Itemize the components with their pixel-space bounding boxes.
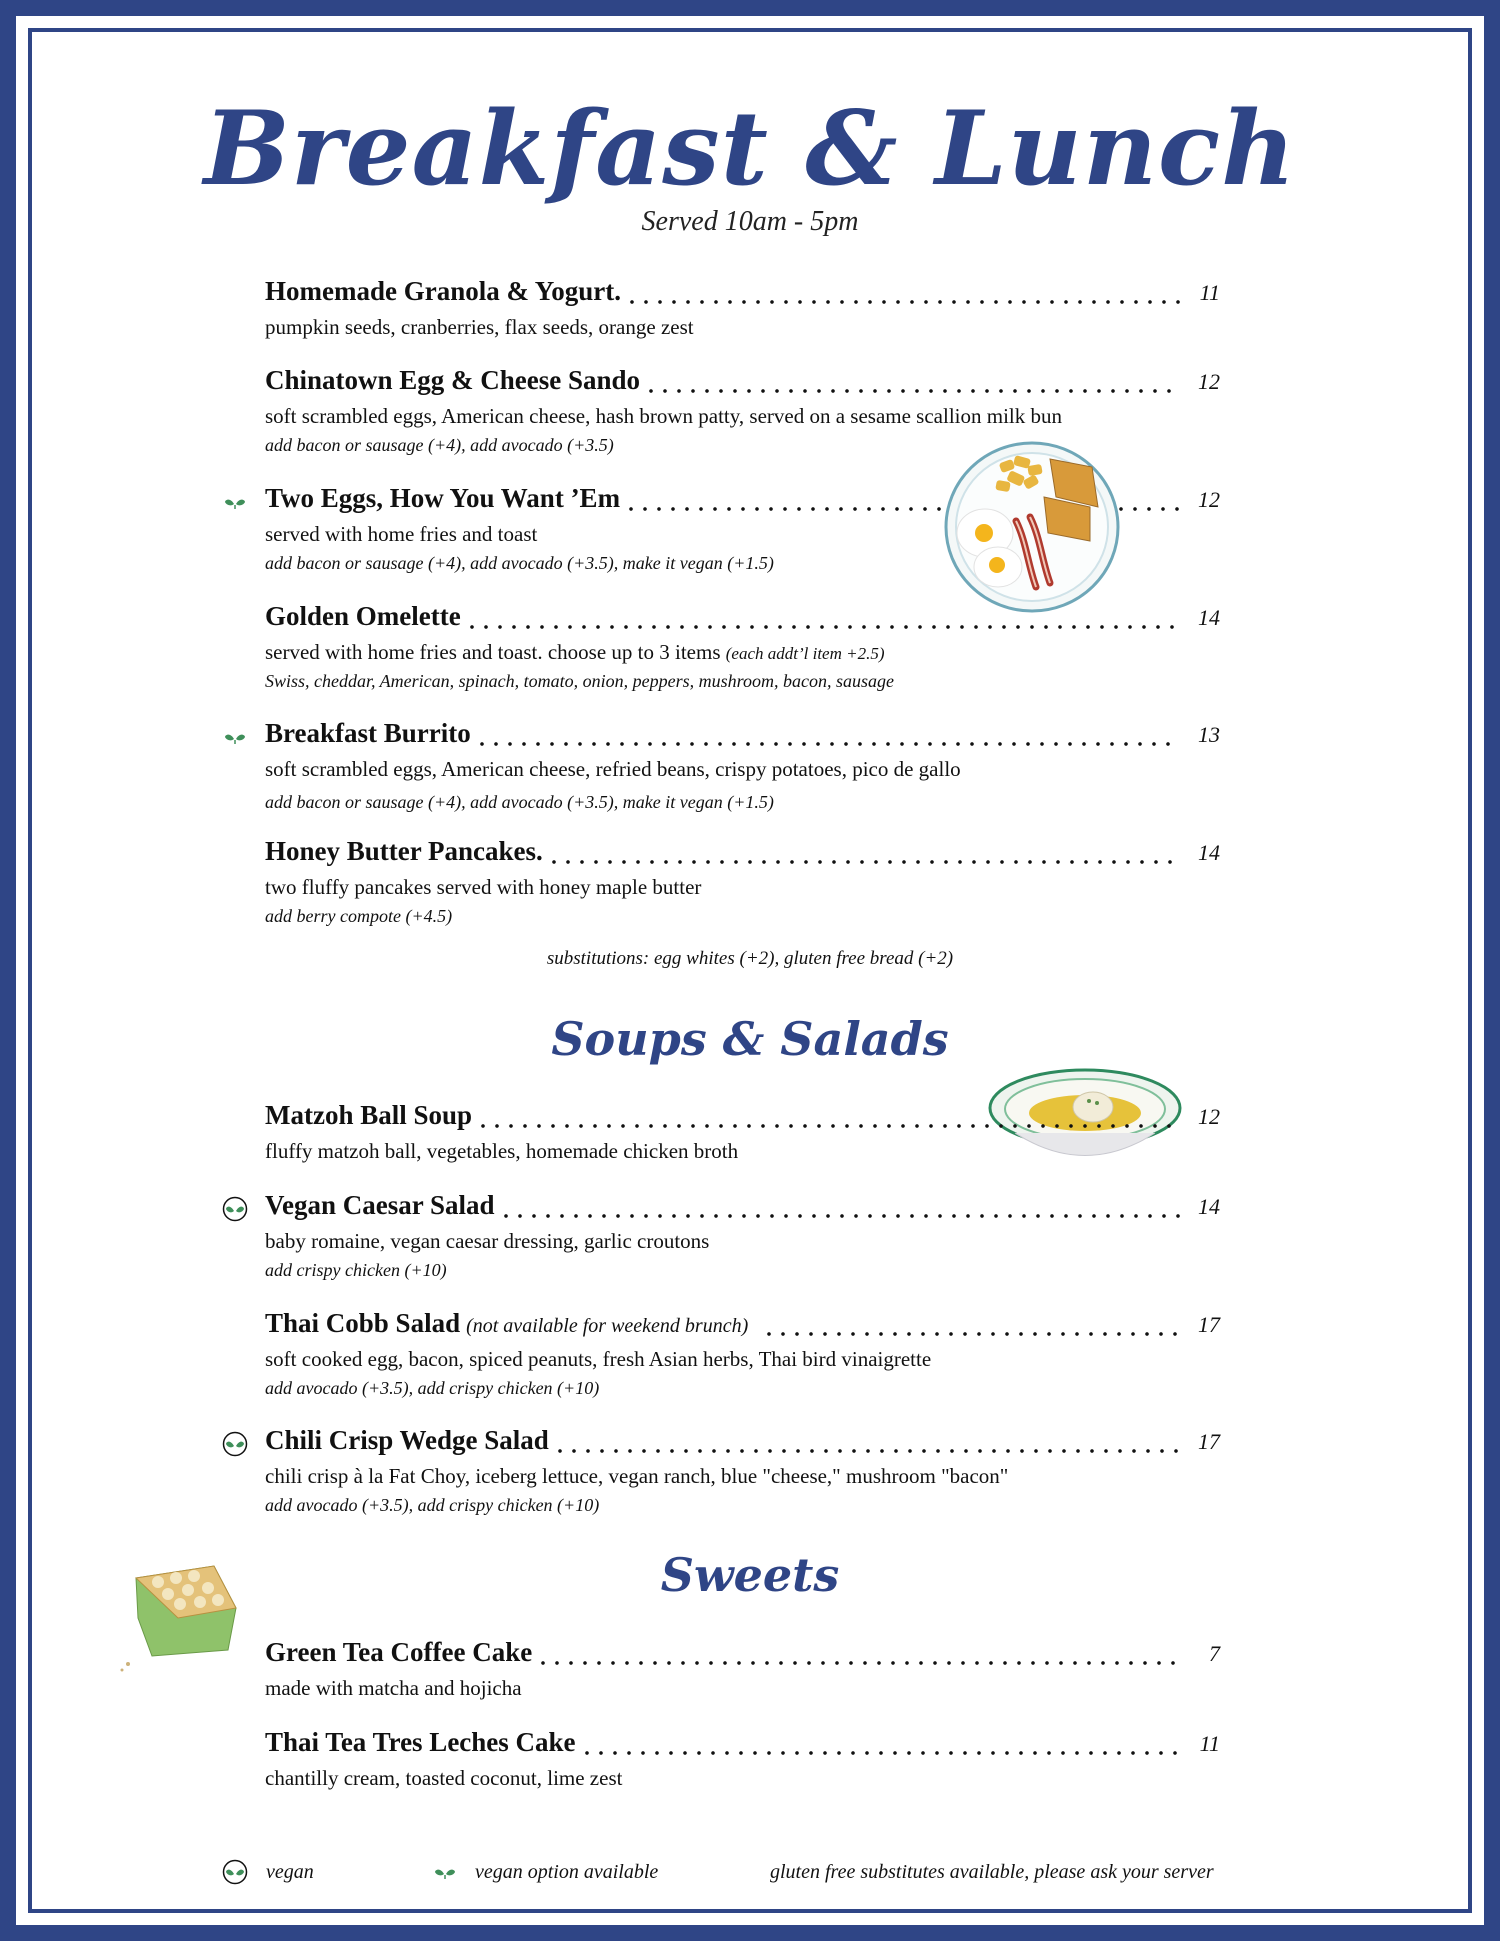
item-description: soft cooked egg, bacon, spiced peanuts, fresh Asian herbs, Thai bird vinaigrette — [265, 1347, 932, 1371]
item-name: Green Tea Coffee Cake — [265, 1637, 533, 1667]
legend-vegan-label: vegan — [266, 1861, 314, 1883]
item-description: baby romaine, vegan caesar dressing, garlic croutons — [265, 1229, 710, 1253]
dot-leader — [580, 1750, 1180, 1756]
item-name: Honey Butter Pancakes. — [265, 836, 543, 866]
dot-leader — [553, 1448, 1180, 1454]
dot-leader — [465, 624, 1180, 630]
section-title-sweets: Sweets — [660, 1548, 840, 1602]
item-description: pumpkin seeds, cranberries, flax seeds, orange zest — [265, 315, 694, 339]
dot-leader — [762, 1331, 1180, 1337]
item-description — [265, 639, 1220, 666]
item-addons: add avocado (+3.5), add crispy chicken (+10) — [265, 1495, 600, 1516]
item-addons: add crispy chicken (+10) — [265, 1260, 447, 1281]
item-addons: add berry compote (+4.5) — [265, 906, 453, 927]
item-availability-note: (not available for weekend brunch) — [466, 1315, 749, 1337]
item-price: 13 — [1198, 722, 1220, 747]
coffee-cake-illustration — [118, 1538, 248, 1673]
vegan-option-leaf-icon — [224, 731, 246, 745]
dot-leader — [625, 299, 1180, 305]
item-price: 7 — [1209, 1641, 1220, 1666]
menu-item-granola — [265, 276, 1220, 341]
item-description: chili crisp à la Fat Choy, iceberg lettuce, vegan ranch, blue "cheese," mushroom "bacon" — [265, 1464, 1009, 1488]
item-description: two fluffy pancakes served with honey maple butter — [265, 875, 702, 899]
item-name: Matzoh Ball Soup — [265, 1100, 473, 1130]
substitutions-note: substitutions: egg whites (+2), gluten free bread (+2) — [546, 948, 954, 969]
dot-leader — [644, 388, 1180, 394]
item-price: 14 — [1198, 1194, 1220, 1219]
dot-leader — [536, 1660, 1180, 1666]
menu-item-chili-crisp-wedge — [265, 1425, 1220, 1518]
item-price: 12 — [1198, 369, 1220, 394]
vegan-circle-icon — [222, 1859, 248, 1885]
item-price: 12 — [1198, 487, 1220, 512]
item-name: Vegan Caesar Salad — [265, 1190, 495, 1220]
menu-item-thai-tea-tres-leches — [265, 1727, 1220, 1792]
item-description: soft scrambled eggs, American cheese, hash brown patty, served on a sesame scallion milk bun — [265, 404, 1062, 428]
dot-leader — [547, 859, 1180, 865]
item-price: 11 — [1199, 1731, 1220, 1756]
menu-subtitle: Served 10am - 5pm — [641, 206, 859, 237]
item-addons: add bacon or sausage (+4), add avocado (+3.5) — [265, 435, 614, 456]
item-addons: add avocado (+3.5), add crispy chicken (+10) — [265, 1378, 600, 1399]
breakfast-plate-illustration — [940, 437, 1125, 617]
vegan-option-leaf-icon — [224, 496, 246, 510]
item-name: Golden Omelette — [265, 601, 461, 631]
item-description-note: (each addt’l item +2.5) — [725, 644, 885, 663]
item-name: Breakfast Burrito — [265, 718, 471, 748]
item-description: made with matcha and hojicha — [265, 1676, 522, 1700]
item-name: Homemade Granola & Yogurt. — [265, 276, 621, 306]
legend-vegan-option-label: vegan option available — [475, 1861, 659, 1883]
dot-leader — [475, 741, 1180, 747]
item-name: Chili Crisp Wedge Salad — [265, 1425, 549, 1455]
menu-item-breakfast-burrito — [265, 718, 1220, 815]
menu-item-matzoh-ball-soup — [265, 1100, 1220, 1165]
dot-leader — [476, 1123, 1180, 1129]
menu-item-vegan-caesar — [265, 1190, 1220, 1283]
item-name: Thai Tea Tres Leches Cake — [265, 1727, 576, 1757]
item-description: soft scrambled eggs, American cheese, refried beans, crispy potatoes, pico de gallo — [265, 757, 961, 781]
item-price: 12 — [1198, 1104, 1220, 1129]
vegan-circle-icon — [222, 1431, 248, 1457]
item-description-text: served with home fries and toast. choose up to 3 items — [265, 640, 721, 664]
item-name: Two Eggs, How You Want ’Em — [265, 483, 621, 513]
section-title-soups-salads: Soups & Salads — [551, 1012, 949, 1066]
item-name: Chinatown Egg & Cheese Sando — [265, 365, 641, 395]
item-description: chantilly cream, toasted coconut, lime zest — [265, 1766, 623, 1790]
item-price: 11 — [1199, 280, 1220, 305]
item-price: 14 — [1198, 605, 1220, 630]
dot-leader — [499, 1213, 1180, 1219]
menu-item-green-tea-coffee-cake — [265, 1637, 1220, 1702]
item-price: 17 — [1198, 1312, 1220, 1337]
item-addons: add bacon or sausage (+4), add avocado (+3.5), make it vegan (+1.5) — [265, 792, 774, 813]
item-description: served with home fries and toast — [265, 522, 538, 546]
item-options: Swiss, cheddar, American, spinach, tomato, onion, peppers, mushroom, bacon, sausage — [265, 671, 894, 692]
menu-title: Breakfast & Lunch — [203, 89, 1297, 209]
item-name — [265, 1308, 748, 1339]
item-price: 17 — [1198, 1429, 1220, 1454]
vegan-circle-icon — [222, 1196, 248, 1222]
item-price: 14 — [1198, 840, 1220, 865]
legend-gluten-free-note: gluten free substitutes available, please ask your server — [770, 1861, 1214, 1883]
item-addons: add bacon or sausage (+4), add avocado (+3.5), make it vegan (+1.5) — [265, 553, 774, 574]
item-description: fluffy matzoh ball, vegetables, homemade chicken broth — [265, 1139, 739, 1163]
menu-item-thai-cobb — [265, 1308, 1220, 1401]
menu-item-pancakes — [265, 836, 1220, 929]
item-name-text: Thai Cobb Salad — [265, 1308, 461, 1338]
vegan-option-leaf-icon — [434, 1866, 456, 1880]
